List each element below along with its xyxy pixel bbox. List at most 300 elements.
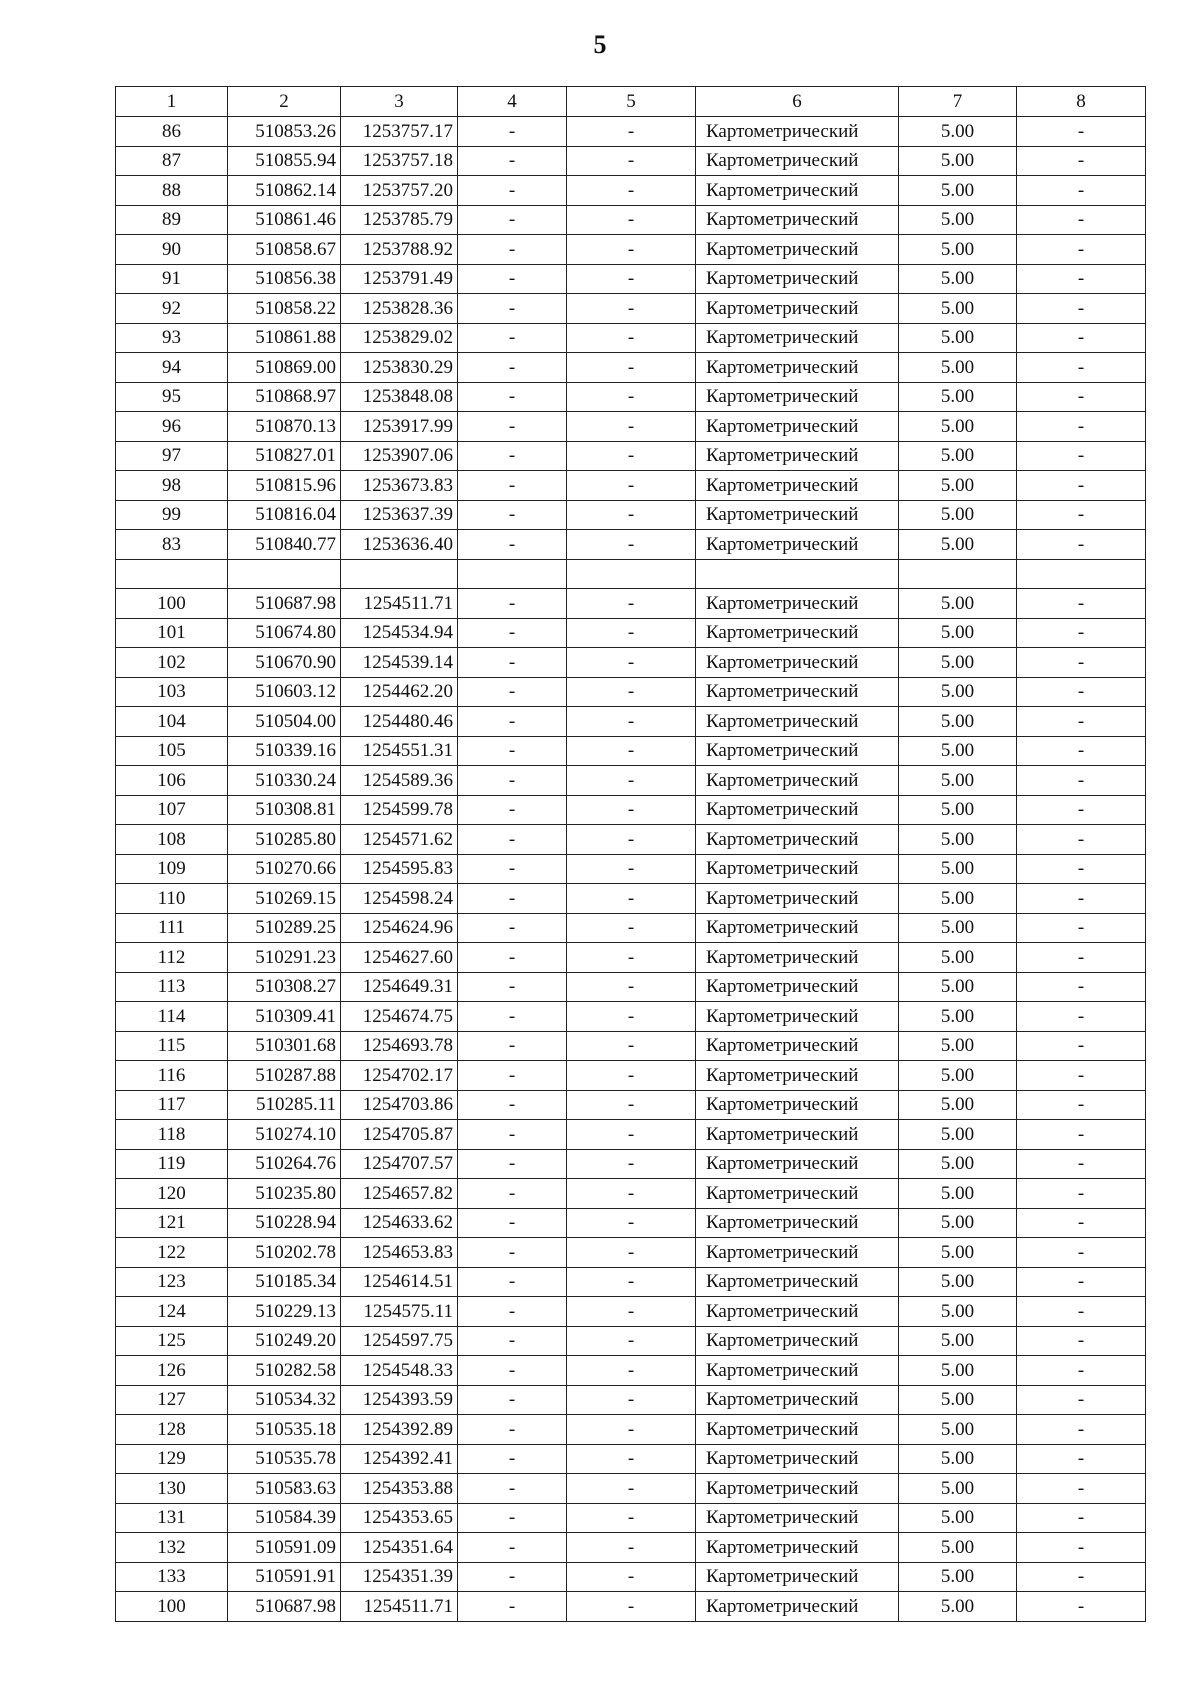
accuracy-cell: 5.00 [899, 795, 1017, 825]
x-coordinate-cell: 510235.80 [228, 1179, 341, 1209]
column-8-cell: - [1017, 412, 1146, 442]
method-cell: Картометрический [696, 1474, 899, 1504]
y-coordinate-cell: 1253830.29 [341, 353, 458, 383]
column-8-cell: - [1017, 1592, 1146, 1622]
table-row [116, 471, 1146, 501]
x-coordinate-cell: 510584.39 [228, 1503, 341, 1533]
column-4-cell: - [458, 471, 567, 501]
column-4-cell: - [458, 264, 567, 294]
column-8-cell: - [1017, 1120, 1146, 1150]
y-coordinate-cell: 1254649.31 [341, 972, 458, 1002]
column-5-cell: - [567, 1356, 696, 1386]
x-coordinate-cell: 510869.00 [228, 353, 341, 383]
column-5-cell: - [567, 500, 696, 530]
column-4-cell: - [458, 1149, 567, 1179]
x-coordinate-cell: 510330.24 [228, 766, 341, 796]
y-coordinate-cell: 1254480.46 [341, 707, 458, 737]
accuracy-cell: 5.00 [899, 1031, 1017, 1061]
column-4-cell: - [458, 1238, 567, 1268]
point-number-cell: 87 [116, 146, 228, 176]
column-4-cell: - [458, 1002, 567, 1032]
accuracy-cell: 5.00 [899, 766, 1017, 796]
point-number-cell: 104 [116, 707, 228, 737]
method-cell [696, 559, 899, 589]
y-coordinate-cell: 1253788.92 [341, 235, 458, 265]
column-4-cell: - [458, 972, 567, 1002]
column-4-cell: - [458, 323, 567, 353]
column-4-cell: - [458, 1592, 567, 1622]
column-5-cell: - [567, 205, 696, 235]
y-coordinate-cell: 1253757.20 [341, 176, 458, 206]
method-cell: Картометрический [696, 205, 899, 235]
column-8-cell: - [1017, 1267, 1146, 1297]
column-5-cell: - [567, 707, 696, 737]
x-coordinate-cell: 510815.96 [228, 471, 341, 501]
point-number-cell: 90 [116, 235, 228, 265]
method-cell: Картометрический [696, 1385, 899, 1415]
point-number-cell: 129 [116, 1444, 228, 1474]
x-coordinate-cell: 510816.04 [228, 500, 341, 530]
y-coordinate-cell: 1254511.71 [341, 589, 458, 619]
method-cell: Картометрический [696, 294, 899, 324]
y-coordinate-cell: 1254705.87 [341, 1120, 458, 1150]
point-number-cell: 100 [116, 589, 228, 619]
table-row [116, 382, 1146, 412]
y-coordinate-cell: 1254627.60 [341, 943, 458, 973]
method-cell: Картометрический [696, 795, 899, 825]
column-8-cell: - [1017, 1385, 1146, 1415]
x-coordinate-cell: 510591.91 [228, 1562, 341, 1592]
table-row [116, 1208, 1146, 1238]
y-coordinate-cell: 1254633.62 [341, 1208, 458, 1238]
x-coordinate-cell: 510291.23 [228, 943, 341, 973]
column-5-cell: - [567, 264, 696, 294]
point-number-cell: 96 [116, 412, 228, 442]
point-number-cell: 94 [116, 353, 228, 383]
column-5-cell: - [567, 176, 696, 206]
accuracy-cell: 5.00 [899, 1149, 1017, 1179]
point-number-cell: 100 [116, 1592, 228, 1622]
column-5-cell: - [567, 1208, 696, 1238]
column-5-cell: - [567, 146, 696, 176]
column-4-cell: - [458, 943, 567, 973]
table-row [116, 618, 1146, 648]
column-8-cell: - [1017, 1149, 1146, 1179]
accuracy-cell: 5.00 [899, 205, 1017, 235]
table-row [116, 913, 1146, 943]
point-number-cell: 110 [116, 884, 228, 914]
accuracy-cell: 5.00 [899, 1238, 1017, 1268]
x-coordinate-cell: 510228.94 [228, 1208, 341, 1238]
method-cell: Картометрический [696, 1326, 899, 1356]
column-4-cell: - [458, 825, 567, 855]
accuracy-cell: 5.00 [899, 1356, 1017, 1386]
column-4-cell: - [458, 1326, 567, 1356]
column-4-cell: - [458, 1415, 567, 1445]
accuracy-cell: 5.00 [899, 117, 1017, 147]
x-coordinate-cell: 510603.12 [228, 677, 341, 707]
column-4-cell: - [458, 205, 567, 235]
method-cell: Картометрический [696, 530, 899, 560]
column-header: 4 [458, 87, 567, 117]
x-coordinate-cell: 510274.10 [228, 1120, 341, 1150]
y-coordinate-cell: 1254703.86 [341, 1090, 458, 1120]
method-cell: Картометрический [696, 146, 899, 176]
accuracy-cell: 5.00 [899, 1562, 1017, 1592]
point-number-cell: 106 [116, 766, 228, 796]
column-5-cell: - [567, 972, 696, 1002]
point-number-cell: 123 [116, 1267, 228, 1297]
column-8-cell: - [1017, 117, 1146, 147]
column-4-cell: - [458, 117, 567, 147]
column-5-cell: - [567, 795, 696, 825]
method-cell: Картометрический [696, 1267, 899, 1297]
x-coordinate-cell: 510840.77 [228, 530, 341, 560]
accuracy-cell: 5.00 [899, 677, 1017, 707]
x-coordinate-cell: 510264.76 [228, 1149, 341, 1179]
y-coordinate-cell: 1253637.39 [341, 500, 458, 530]
y-coordinate-cell: 1254598.24 [341, 884, 458, 914]
method-cell: Картометрический [696, 1208, 899, 1238]
y-coordinate-cell: 1254624.96 [341, 913, 458, 943]
point-number-cell: 116 [116, 1061, 228, 1091]
x-coordinate-cell: 510853.26 [228, 117, 341, 147]
point-number-cell: 103 [116, 677, 228, 707]
column-5-cell: - [567, 353, 696, 383]
accuracy-cell: 5.00 [899, 382, 1017, 412]
method-cell: Картометрический [696, 589, 899, 619]
point-number-cell: 99 [116, 500, 228, 530]
x-coordinate-cell [228, 559, 341, 589]
method-cell: Картометрический [696, 618, 899, 648]
point-number-cell: 120 [116, 1179, 228, 1209]
accuracy-cell: 5.00 [899, 707, 1017, 737]
table-row [116, 707, 1146, 737]
table-row [116, 441, 1146, 471]
accuracy-cell: 5.00 [899, 471, 1017, 501]
x-coordinate-cell: 510308.81 [228, 795, 341, 825]
point-number-cell: 93 [116, 323, 228, 353]
method-cell: Картометрический [696, 1031, 899, 1061]
column-8-cell: - [1017, 205, 1146, 235]
x-coordinate-cell: 510591.09 [228, 1533, 341, 1563]
method-cell: Картометрический [696, 176, 899, 206]
y-coordinate-cell: 1254511.71 [341, 1592, 458, 1622]
method-cell: Картометрический [696, 1356, 899, 1386]
accuracy-cell: 5.00 [899, 972, 1017, 1002]
accuracy-cell: 5.00 [899, 235, 1017, 265]
point-number-cell: 105 [116, 736, 228, 766]
accuracy-cell: 5.00 [899, 884, 1017, 914]
column-5-cell: - [567, 1179, 696, 1209]
column-4-cell: - [458, 1444, 567, 1474]
y-coordinate-cell: 1253829.02 [341, 323, 458, 353]
method-cell: Картометрический [696, 1090, 899, 1120]
column-4-cell: - [458, 589, 567, 619]
column-4-cell: - [458, 854, 567, 884]
table-row [116, 1503, 1146, 1533]
point-number-cell: 113 [116, 972, 228, 1002]
column-5-cell: - [567, 943, 696, 973]
column-8-cell: - [1017, 176, 1146, 206]
table-row [116, 1238, 1146, 1268]
column-4-cell: - [458, 1208, 567, 1238]
y-coordinate-cell: 1254534.94 [341, 618, 458, 648]
column-5-cell: - [567, 736, 696, 766]
column-5-cell: - [567, 648, 696, 678]
column-4-cell: - [458, 1356, 567, 1386]
column-5-cell: - [567, 412, 696, 442]
accuracy-cell: 5.00 [899, 618, 1017, 648]
table-row [116, 530, 1146, 560]
y-coordinate-cell: 1254353.65 [341, 1503, 458, 1533]
method-cell: Картометрический [696, 441, 899, 471]
table-row [116, 1149, 1146, 1179]
point-number-cell: 124 [116, 1297, 228, 1327]
y-coordinate-cell: 1253848.08 [341, 382, 458, 412]
table-row [116, 1474, 1146, 1504]
column-5-cell: - [567, 1592, 696, 1622]
column-5-cell: - [567, 441, 696, 471]
column-8-cell: - [1017, 677, 1146, 707]
column-8-cell: - [1017, 1179, 1146, 1209]
column-8-cell: - [1017, 1474, 1146, 1504]
method-cell: Картометрический [696, 1503, 899, 1533]
column-8-cell [1017, 559, 1146, 589]
x-coordinate-cell: 510185.34 [228, 1267, 341, 1297]
method-cell: Картометрический [696, 1415, 899, 1445]
column-5-cell: - [567, 884, 696, 914]
method-cell: Картометрический [696, 1061, 899, 1091]
accuracy-cell: 5.00 [899, 1533, 1017, 1563]
column-8-cell: - [1017, 854, 1146, 884]
y-coordinate-cell: 1254351.39 [341, 1562, 458, 1592]
column-5-cell: - [567, 1120, 696, 1150]
column-4-cell: - [458, 176, 567, 206]
column-4-cell: - [458, 1297, 567, 1327]
accuracy-cell: 5.00 [899, 176, 1017, 206]
column-8-cell: - [1017, 1031, 1146, 1061]
column-5-cell: - [567, 618, 696, 648]
accuracy-cell: 5.00 [899, 1444, 1017, 1474]
column-header: 1 [116, 87, 228, 117]
table-row [116, 1002, 1146, 1032]
column-8-cell: - [1017, 707, 1146, 737]
column-8-cell: - [1017, 736, 1146, 766]
accuracy-cell: 5.00 [899, 441, 1017, 471]
table-row [116, 1297, 1146, 1327]
table-row [116, 1326, 1146, 1356]
table-row [116, 412, 1146, 442]
y-coordinate-cell: 1254657.82 [341, 1179, 458, 1209]
column-4-cell: - [458, 795, 567, 825]
y-coordinate-cell: 1254702.17 [341, 1061, 458, 1091]
accuracy-cell: 5.00 [899, 1179, 1017, 1209]
table-row [116, 825, 1146, 855]
accuracy-cell: 5.00 [899, 1267, 1017, 1297]
column-8-cell: - [1017, 294, 1146, 324]
point-number-cell: 111 [116, 913, 228, 943]
column-8-cell: - [1017, 618, 1146, 648]
column-5-cell: - [567, 913, 696, 943]
y-coordinate-cell: 1253791.49 [341, 264, 458, 294]
column-8-cell: - [1017, 530, 1146, 560]
column-8-cell: - [1017, 1297, 1146, 1327]
table-row [116, 1444, 1146, 1474]
point-number-cell: 102 [116, 648, 228, 678]
column-5-cell: - [567, 1297, 696, 1327]
table-row [116, 648, 1146, 678]
x-coordinate-cell: 510285.80 [228, 825, 341, 855]
column-5-cell: - [567, 1238, 696, 1268]
x-coordinate-cell: 510861.46 [228, 205, 341, 235]
table-row [116, 943, 1146, 973]
x-coordinate-cell: 510535.18 [228, 1415, 341, 1445]
y-coordinate-cell: 1254589.36 [341, 766, 458, 796]
table-row [116, 323, 1146, 353]
column-8-cell: - [1017, 235, 1146, 265]
y-coordinate-cell: 1254551.31 [341, 736, 458, 766]
x-coordinate-cell: 510858.22 [228, 294, 341, 324]
y-coordinate-cell: 1254595.83 [341, 854, 458, 884]
column-4-cell: - [458, 353, 567, 383]
x-coordinate-cell: 510862.14 [228, 176, 341, 206]
method-cell: Картометрический [696, 117, 899, 147]
column-8-cell: - [1017, 825, 1146, 855]
method-cell: Картометрический [696, 707, 899, 737]
column-5-cell: - [567, 1385, 696, 1415]
table-header-row [116, 87, 1146, 117]
column-8-cell: - [1017, 766, 1146, 796]
y-coordinate-cell: 1253917.99 [341, 412, 458, 442]
method-cell: Картометрический [696, 1238, 899, 1268]
accuracy-cell [899, 559, 1017, 589]
y-coordinate-cell: 1253785.79 [341, 205, 458, 235]
accuracy-cell: 5.00 [899, 146, 1017, 176]
method-cell: Картометрический [696, 943, 899, 973]
method-cell: Картометрический [696, 1444, 899, 1474]
accuracy-cell: 5.00 [899, 1415, 1017, 1445]
y-coordinate-cell: 1254392.89 [341, 1415, 458, 1445]
accuracy-cell: 5.00 [899, 412, 1017, 442]
point-number-cell: 114 [116, 1002, 228, 1032]
column-8-cell: - [1017, 972, 1146, 1002]
accuracy-cell: 5.00 [899, 323, 1017, 353]
column-4-cell: - [458, 146, 567, 176]
column-4-cell: - [458, 1267, 567, 1297]
column-4-cell: - [458, 500, 567, 530]
y-coordinate-cell: 1254575.11 [341, 1297, 458, 1327]
column-header: 8 [1017, 87, 1146, 117]
column-5-cell: - [567, 1415, 696, 1445]
column-8-cell: - [1017, 1326, 1146, 1356]
accuracy-cell: 5.00 [899, 1090, 1017, 1120]
column-4-cell: - [458, 1179, 567, 1209]
table-row [116, 1267, 1146, 1297]
method-cell: Картометрический [696, 648, 899, 678]
method-cell: Картометрический [696, 264, 899, 294]
column-4-cell: - [458, 1120, 567, 1150]
y-coordinate-cell: 1253757.17 [341, 117, 458, 147]
column-5-cell: - [567, 1562, 696, 1592]
column-5-cell: - [567, 1002, 696, 1032]
column-4-cell: - [458, 1031, 567, 1061]
y-coordinate-cell [341, 559, 458, 589]
x-coordinate-cell: 510868.97 [228, 382, 341, 412]
column-5-cell: - [567, 294, 696, 324]
y-coordinate-cell: 1254393.59 [341, 1385, 458, 1415]
point-number-cell: 128 [116, 1415, 228, 1445]
accuracy-cell: 5.00 [899, 1592, 1017, 1622]
column-5-cell: - [567, 1326, 696, 1356]
y-coordinate-cell: 1254353.88 [341, 1474, 458, 1504]
column-4-cell: - [458, 412, 567, 442]
column-5-cell [567, 559, 696, 589]
method-cell: Картометрический [696, 235, 899, 265]
table-row [116, 677, 1146, 707]
column-5-cell: - [567, 1474, 696, 1504]
table-row [116, 235, 1146, 265]
column-4-cell: - [458, 913, 567, 943]
column-8-cell: - [1017, 441, 1146, 471]
column-5-cell: - [567, 323, 696, 353]
accuracy-cell: 5.00 [899, 736, 1017, 766]
column-header: 5 [567, 87, 696, 117]
column-8-cell: - [1017, 913, 1146, 943]
point-number-cell: 131 [116, 1503, 228, 1533]
column-5-cell: - [567, 1444, 696, 1474]
x-coordinate-cell: 510870.13 [228, 412, 341, 442]
column-5-cell: - [567, 1149, 696, 1179]
table-row [116, 1120, 1146, 1150]
point-number-cell: 127 [116, 1385, 228, 1415]
y-coordinate-cell: 1254653.83 [341, 1238, 458, 1268]
x-coordinate-cell: 510309.41 [228, 1002, 341, 1032]
table-row [116, 176, 1146, 206]
column-5-cell: - [567, 677, 696, 707]
x-coordinate-cell: 510270.66 [228, 854, 341, 884]
y-coordinate-cell: 1253828.36 [341, 294, 458, 324]
column-8-cell: - [1017, 382, 1146, 412]
table-row [116, 589, 1146, 619]
coordinates-table [115, 86, 1146, 1622]
method-cell: Картометрический [696, 1592, 899, 1622]
method-cell: Картометрический [696, 1179, 899, 1209]
point-number-cell: 133 [116, 1562, 228, 1592]
column-4-cell: - [458, 1385, 567, 1415]
method-cell: Картометрический [696, 1533, 899, 1563]
point-number-cell: 86 [116, 117, 228, 147]
method-cell: Картометрический [696, 471, 899, 501]
column-8-cell: - [1017, 1061, 1146, 1091]
column-header: 3 [341, 87, 458, 117]
method-cell: Картометрический [696, 353, 899, 383]
point-number-cell: 101 [116, 618, 228, 648]
accuracy-cell: 5.00 [899, 913, 1017, 943]
method-cell: Картометрический [696, 1562, 899, 1592]
column-4-cell: - [458, 1533, 567, 1563]
column-4-cell: - [458, 530, 567, 560]
method-cell: Картометрический [696, 1002, 899, 1032]
point-number-cell: 89 [116, 205, 228, 235]
method-cell: Картометрический [696, 412, 899, 442]
column-4-cell: - [458, 618, 567, 648]
column-5-cell: - [567, 589, 696, 619]
y-coordinate-cell: 1254599.78 [341, 795, 458, 825]
column-5-cell: - [567, 1533, 696, 1563]
accuracy-cell: 5.00 [899, 294, 1017, 324]
column-8-cell: - [1017, 943, 1146, 973]
